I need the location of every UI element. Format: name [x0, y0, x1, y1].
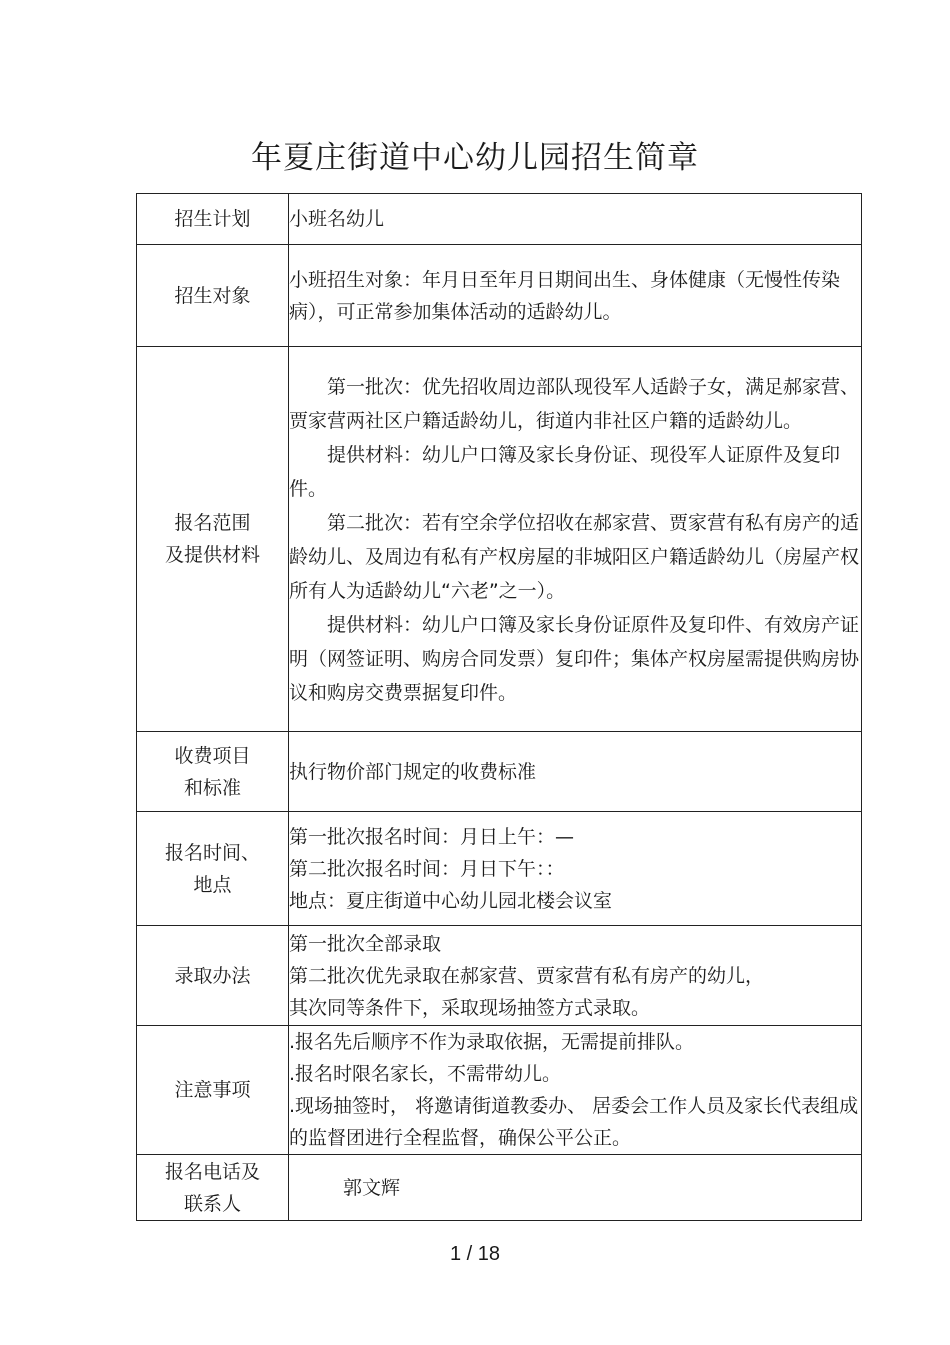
- label-fees: [137, 732, 289, 812]
- content-plan: 小班名幼儿: [289, 194, 862, 245]
- scope-paragraph-1: 第一批次：优先招收周边部队现役军人适龄子女，满足郝家营、贾家营两社区户籍适龄幼儿，街道内非社区户籍的适龄幼儿。: [289, 376, 860, 432]
- content-fees: 执行物价部门规定的收费标准: [289, 732, 862, 812]
- row-time: [137, 812, 862, 926]
- label-contact-line2: 联系人: [183, 1192, 241, 1215]
- label-time: [137, 812, 289, 926]
- admission-info-table: [136, 193, 862, 1221]
- label-scope-line1: 报名范围: [174, 512, 251, 534]
- row-target: [137, 245, 862, 347]
- time-line-3: 地点：夏庄街道中心幼儿园北楼会议室: [289, 889, 613, 912]
- contact-name: 郭文辉: [343, 1176, 401, 1199]
- content-target: 小班招生对象：年月日至年月日期间出生、身体健康（无慢性传染病），可正常参加集体活动的适龄幼儿。: [289, 245, 862, 347]
- scope-paragraph-3: 第二批次：若有空余学位招收在郝家营、贾家营有私有房产的适龄幼儿、及周边有私有产权房屋的非城阳区户籍适龄幼儿（房屋产权所有人为适龄幼儿“六老”之一）。: [289, 512, 860, 602]
- notes-line-1: .报名先后顺序不作为录取依据，无需提前排队。: [289, 1031, 695, 1053]
- content-scope: [289, 347, 862, 732]
- content-admission: [289, 926, 862, 1026]
- label-admission: 录取办法: [137, 926, 289, 1026]
- notes-line-2: .报名时限名家长，不需带幼儿。: [289, 1063, 562, 1085]
- scope-paragraph-2: 提供材料：幼儿户口簿及家长身份证、现役军人证原件及复印件。: [289, 444, 841, 500]
- page-number: 1 / 18: [449, 1243, 501, 1265]
- time-line-1: 第一批次报名时间：月日上午：—: [289, 825, 575, 848]
- label-plan: 招生计划: [137, 194, 289, 245]
- label-scope: [137, 347, 289, 732]
- row-fees: [137, 732, 862, 812]
- row-plan: [137, 194, 862, 245]
- label-fees-line1: 收费项目: [174, 744, 251, 767]
- admission-line-3: 其次同等条件下，采取现场抽签方式录取。: [289, 996, 651, 1019]
- label-notes: 注意事项: [137, 1026, 289, 1155]
- label-contact: [137, 1155, 289, 1221]
- label-time-line2: 地点: [193, 873, 232, 896]
- row-admission: [137, 926, 862, 1026]
- page-title: 年夏庄街道中心幼儿园招生简章: [251, 140, 699, 176]
- label-scope-line2: 及提供材料: [164, 544, 260, 566]
- label-fees-line2: 和标准: [183, 776, 241, 799]
- content-time: [289, 812, 862, 926]
- admission-line-1: 第一批次全部录取: [289, 932, 442, 955]
- label-target: 招生对象: [137, 245, 289, 347]
- label-contact-line1: 报名电话及: [164, 1160, 260, 1183]
- label-time-line1: 报名时间、: [164, 841, 260, 864]
- row-notes: [137, 1026, 862, 1155]
- time-line-2: 第二批次报名时间：月日下午：：: [289, 857, 565, 880]
- row-contact: [137, 1155, 862, 1221]
- content-contact: [289, 1155, 862, 1221]
- scope-paragraph-4: 提供材料：幼儿户口簿及家长身份证原件及复印件、有效房产证明（网签证明、购房合同发票）复印件；集体产权房屋需提供购房协议和购房交费票据复印件。: [289, 614, 860, 704]
- admission-line-2: 第二批次优先录取在郝家营、贾家营有私有房产的幼儿，: [289, 964, 765, 987]
- notes-line-3: .现场抽签时， 将邀请街道教委办、 居委会工作人员及家长代表组成的监督团进行全程监督，确保公平公正。: [289, 1095, 859, 1149]
- content-notes: [289, 1026, 862, 1155]
- row-scope: [137, 347, 862, 732]
